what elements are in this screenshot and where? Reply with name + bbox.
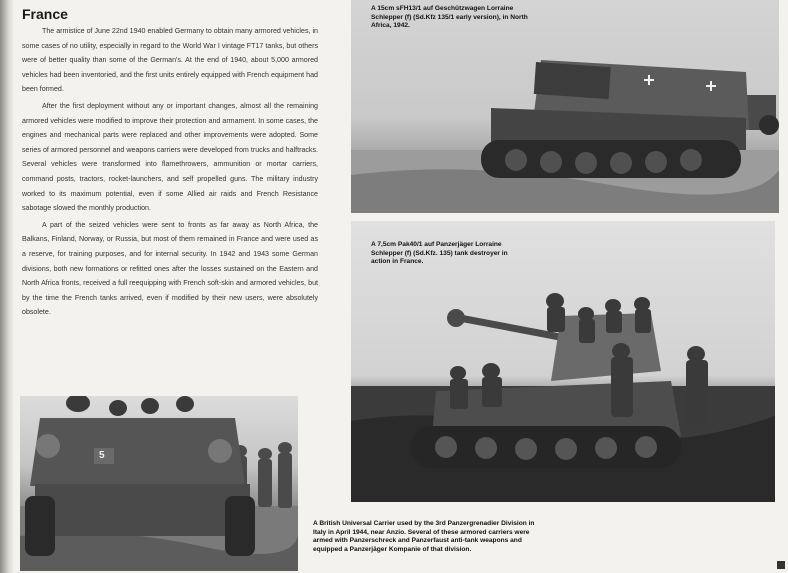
- photo-sfh13-caption: A 15cm sFH13/1 auf Geschützwagen Lorraine Schlepper (f) (Sd.Kfz 135/1 early version), in North Africa, 1942.: [371, 5, 528, 30]
- photo-sfh13-lorraine-image: [351, 0, 779, 213]
- photo-universal-carrier: [20, 396, 298, 571]
- section-heading: France: [22, 6, 68, 22]
- photo-universal-carrier-caption: A British Universal Carrier used by the 3rd Panzergrenadier Division in Italy in April 1944, near Anzio. Several of these armored carriers were armed with Panzerschreck and Panzerfaust anti-tank weapons and equipped a Panzerjäger Kompanie of that division.: [313, 520, 535, 553]
- photo-universal-carrier-image: [20, 396, 298, 571]
- article-paragraph: A part of the seized vehicles were sent to fronts as far away as North Africa, the Balkans, Finland, Norway, or Russia, but most of them remained in France and were used as a reserve, for training purposes, and for internal security. In 1942 and 1943 some German divisions, both new formations or refitted ones after the losses sustained on the Eastern and North Africa fronts, received a full reequipping with French soft-skin and armored vehicles, but by the time the French tanks arrived, even if modified by their new users, were absolutely obsolete.: [22, 220, 318, 317]
- article-paragraph: After the first deployment without any or important changes, almost all the remaining armored vehicles were modified to improve their protection and armament. In some cases, the engines and mechanical parts were replaced and other improvements were adopted. Some series of armored personnel and weapons carriers were developed from trucks and halftracks. Several vehicles were transformed into flamethrowers, ammunition or mortar carriers, command posts, tractors, rocket-launchers, and self propelled guns. The military industry worked to its maximum potential, even if some Allied air raids and French Resistance sabotage slowed the monthly production.: [22, 101, 318, 213]
- photo-pak40-lorraine: [351, 221, 775, 502]
- page-binding-shadow: [0, 0, 14, 573]
- photo-sfh13-lorraine: [351, 0, 779, 213]
- article-paragraph: The armistice of June 22nd 1940 enabled Germany to obtain many armored vehicles, in some cases of no utility, especially in regard to the World War I vintage FT17 tanks, but others were of better quality than some of the German's. At the end of 1940, about 5,000 armored vehicles had been inventoried, and the first units entirely equipped with French equipment had been formed.: [22, 27, 318, 94]
- vehicle-number-label: 5: [99, 450, 105, 461]
- article-body: [22, 24, 318, 322]
- page-corner-mark: [777, 561, 785, 569]
- photo-pak40-caption: A 7,5cm Pak40/1 auf Panzerjäger Lorraine Schlepper (f) (Sd.Kfz. 135) tank destroyer in action in France.: [371, 241, 508, 266]
